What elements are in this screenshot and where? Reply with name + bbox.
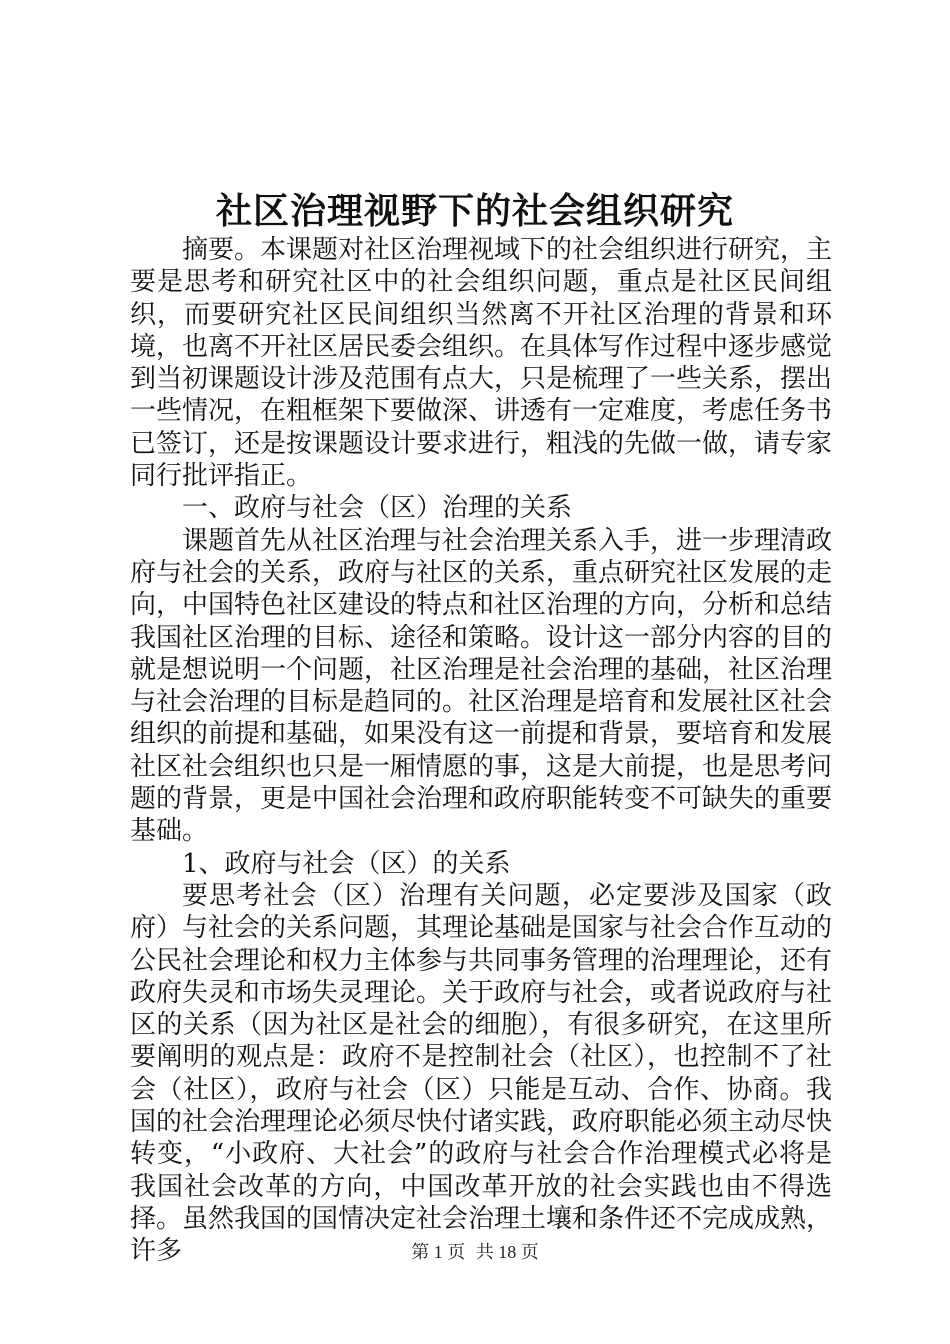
document-title: 社区治理视野下的社会组织研究: [215, 190, 734, 232]
body-paragraph: 要思考社会（区）治理有关问题，必定要涉及国家（政府）与社会的关系问题，其理论基础是国家与社会合作互动的公民社会理论和权力主体参与共同事务管理的治理理论，还有政府失灵和市场失灵理论。关于政府与社会，或者说政府与社区的关系（因为社区是社会的细胞），有很多研究，在这里所要阐明的观点是：政府不是控制社会（社区），也控制不了社会（社区），政府与社会（区）只能是互动、合作、协商。我国的社会治理理论必须尽快付诸实践，政府职能必须主动尽快转变，“小政府、大社会”的政府与社会合作治理模式必将是我国社会改革的方向，中国改革开放的社会实践也由不得选择。虽然我国的国情决定社会治理土壤和条件还不完成成熟，许多: [130, 880, 833, 1267]
body-paragraph: 课题首先从社区治理与社会治理关系入手，进一步理清政府与社会的关系，政府与社区的关系，重点研究社区发展的走向，中国特色社区建设的特点和社区治理的方向，分析和总结我国社区治理的目标、途径和策略。设计这一部分内容的目的就是想说明一个问题，社区治理是社会治理的基础，社区治理与社会治理的目标是趋同的。社区治理是培育和发展社区社会组织的前提和基础，如果没有这一前提和背景，要培育和发展社区社会组织也只是一厢情愿的事，这是大前提，也是思考问题的背景，更是中国社会治理和政府职能转变不可缺失的重要基础。: [130, 525, 833, 847]
abstract-paragraph: 摘要。本课题对社区治理视域下的社会组织进行研究，主要是思考和研究社区中的社会组织问题，重点是社区民间组织，而要研究社区民间组织当然离不开社区治理的背景和环境，也离不开社区居民委会组织。在具体写作过程中逐步感觉到当初课题设计涉及范围有点大，只是梳理了一些关系，摆出一些情况，在粗框架下要做深、讲透有一定难度，考虑任务书已签订，还是按课题设计要求进行，粗浅的先做一做，请专家同行批评指正。: [130, 235, 833, 492]
page-number: 第 1 页: [411, 1242, 466, 1262]
document-body: [130, 234, 832, 1268]
page-total: 共 18 页: [475, 1242, 539, 1262]
subsection-heading-1: 1、政府与社会（区）的关系: [182, 848, 511, 879]
section-heading-1: 一、政府与社会（区）治理的关系: [182, 493, 573, 524]
page-footer: [0, 1240, 950, 1264]
